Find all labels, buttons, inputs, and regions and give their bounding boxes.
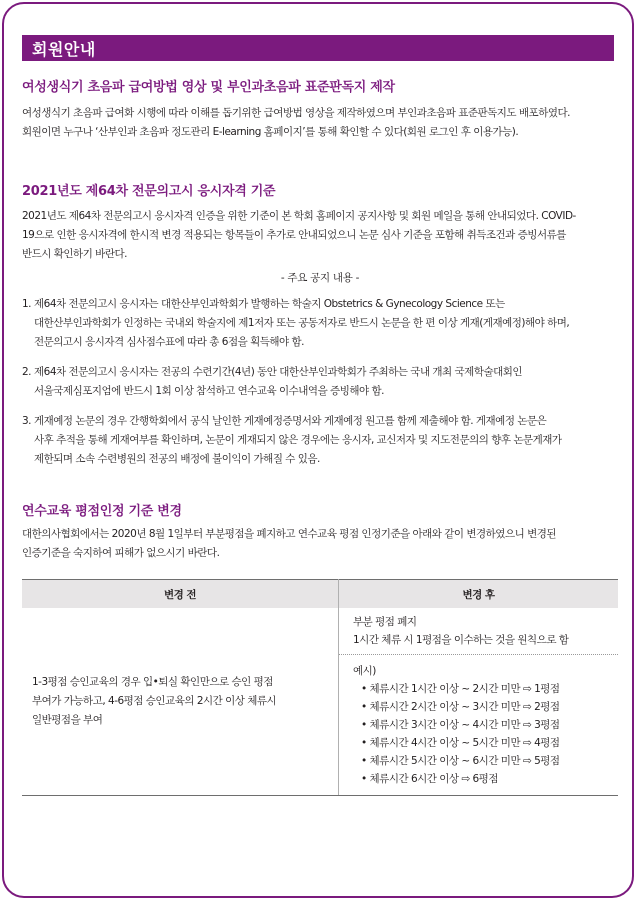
section3-body [22, 525, 618, 563]
list-item [22, 412, 618, 469]
text-line: 대한산부인과학회가 인정하는 국내외 학술지에 제1저자 또는 공동저자로 반드시 논문을 한 편 이상 게재(게재예정)해야 하며, [34, 317, 570, 329]
text-line: 인증기준을 숙지하여 피해가 없으시기 바란다. [22, 547, 220, 559]
section3-heading: 연수교육 평점인정 기준 변경 [22, 504, 182, 519]
example-item: • 체류시간 6시간 이상 ⇨ 6평점 [361, 773, 498, 785]
text-line: 1시간 체류 시 1평점을 이수하는 것을 원칙으로 함 [353, 634, 569, 646]
text-line: 19으로 인한 응시자격에 한시적 변경 적용되는 항목들이 추가로 안내되었으니 논문 심사 기준을 포함해 취득조건과 증빙서류를 [22, 229, 566, 241]
banner-title: 회원안내 [32, 40, 96, 59]
notice-list [22, 295, 618, 480]
section1-body [22, 104, 618, 142]
text-line: 부분 평점 폐지 [353, 616, 417, 628]
section1-heading: 여성생식기 초음파 급여방법 영상 및 부인과초음파 표준판독지 제작 [22, 80, 395, 95]
text-line: 대한의사협회에서는 2020년 8월 1일부터 부분평점을 폐지하고 연수교육 평점 인정기준을 아래와 같이 변경하였으니 변경된 [22, 528, 556, 540]
section-banner [22, 35, 614, 61]
example-item: • 체류시간 1시간 이상 ~ 2시간 미만 ⇨ 1평점 [361, 683, 560, 695]
text-line: 게재예정 논문의 경우 간행학회에서 공식 날인한 게재예정증명서와 게재예정 원고를 함께 제출해야 함. 게재예정 논문은 [34, 415, 547, 427]
example-item: • 체류시간 5시간 이상 ~ 6시간 미만 ⇨ 5평점 [361, 755, 560, 767]
text-line: 전문의고시 응시자격 심사점수표에 따라 총 6점을 획득해야 함. [34, 336, 304, 348]
text-line: 서울국제심포지엄에 반드시 1회 이상 참석하고 연수교육 이수내역을 증빙해야 함. [34, 385, 384, 397]
example-item: • 체류시간 4시간 이상 ~ 5시간 미만 ⇨ 4평점 [361, 737, 560, 749]
example-item: • 체류시간 3시간 이상 ~ 4시간 미만 ⇨ 3평점 [361, 719, 560, 731]
item-number: 2. [22, 366, 32, 378]
text-line: 반드시 확인하기 바란다. [22, 248, 127, 260]
before-cell [22, 608, 339, 796]
text-line: 여성생식기 초음파 급여화 시행에 따라 이해를 돕기위한 급여방법 영상을 제작하였으며 부인과초음파 표준판독지도 배포하였다. [22, 107, 570, 119]
column-header-after: 변경 후 [339, 580, 619, 609]
example-label: 예시) [353, 665, 376, 677]
item-number: 1. [22, 298, 32, 310]
item-number: 3. [22, 415, 32, 427]
column-header-before: 변경 전 [22, 580, 339, 609]
example-item: • 체류시간 2시간 이상 ~ 3시간 미만 ⇨ 2평점 [361, 701, 560, 713]
text-line: 제한되며 소속 수련병원의 전공의 배정에 불이익이 가해질 수 있음. [34, 453, 320, 465]
text-line: 제64차 전문의고시 응시자는 전공의 수련기간(4년) 동안 대한산부인과학회가 주최하는 국내 개최 국제학술대회인 [34, 366, 523, 378]
text-line: 일반평점을 부여 [32, 714, 103, 726]
after-cell-examples [339, 655, 619, 796]
section2-heading: 2021년도 제64차 전문의고시 응시자격 기준 [22, 184, 276, 199]
list-item [22, 295, 618, 352]
text-line: 사후 추적을 통해 게재여부를 확인하며, 논문이 게재되지 않은 경우에는 응시자, 교신저자 및 지도전문의의 향후 논문게재가 [34, 434, 562, 446]
text-line: 제64차 전문의고시 응시자는 대한산부인과학회가 발행하는 학술지 Obstetrics & Gynecology Science 또는 [34, 298, 505, 310]
text-line: 1-3평점 승인교육의 경우 입•퇴실 확인만으로 승인 평점 [32, 676, 273, 688]
credit-change-table [22, 579, 618, 796]
after-cell-summary [339, 608, 619, 655]
text-line: 부여가 가능하고, 4-6평점 승인교육의 2시간 이상 체류시 [32, 695, 277, 707]
text-line: 2021년도 제64차 전문의고시 응시자격 인증을 위한 기준이 본 학회 홈페이지 공지사항 및 회원 메일을 통해 안내되었다. COVID- [22, 210, 576, 222]
section2-body [22, 207, 618, 264]
list-item [22, 363, 618, 401]
text-line: 회원이면 누구나 ‘산부인과 초음파 정도관리 E-learning 홈페이지’를 통해 확인할 수 있다(회원 로그인 후 이용가능). [22, 126, 519, 138]
notice-title: - 주요 공지 내용 - [280, 272, 360, 284]
